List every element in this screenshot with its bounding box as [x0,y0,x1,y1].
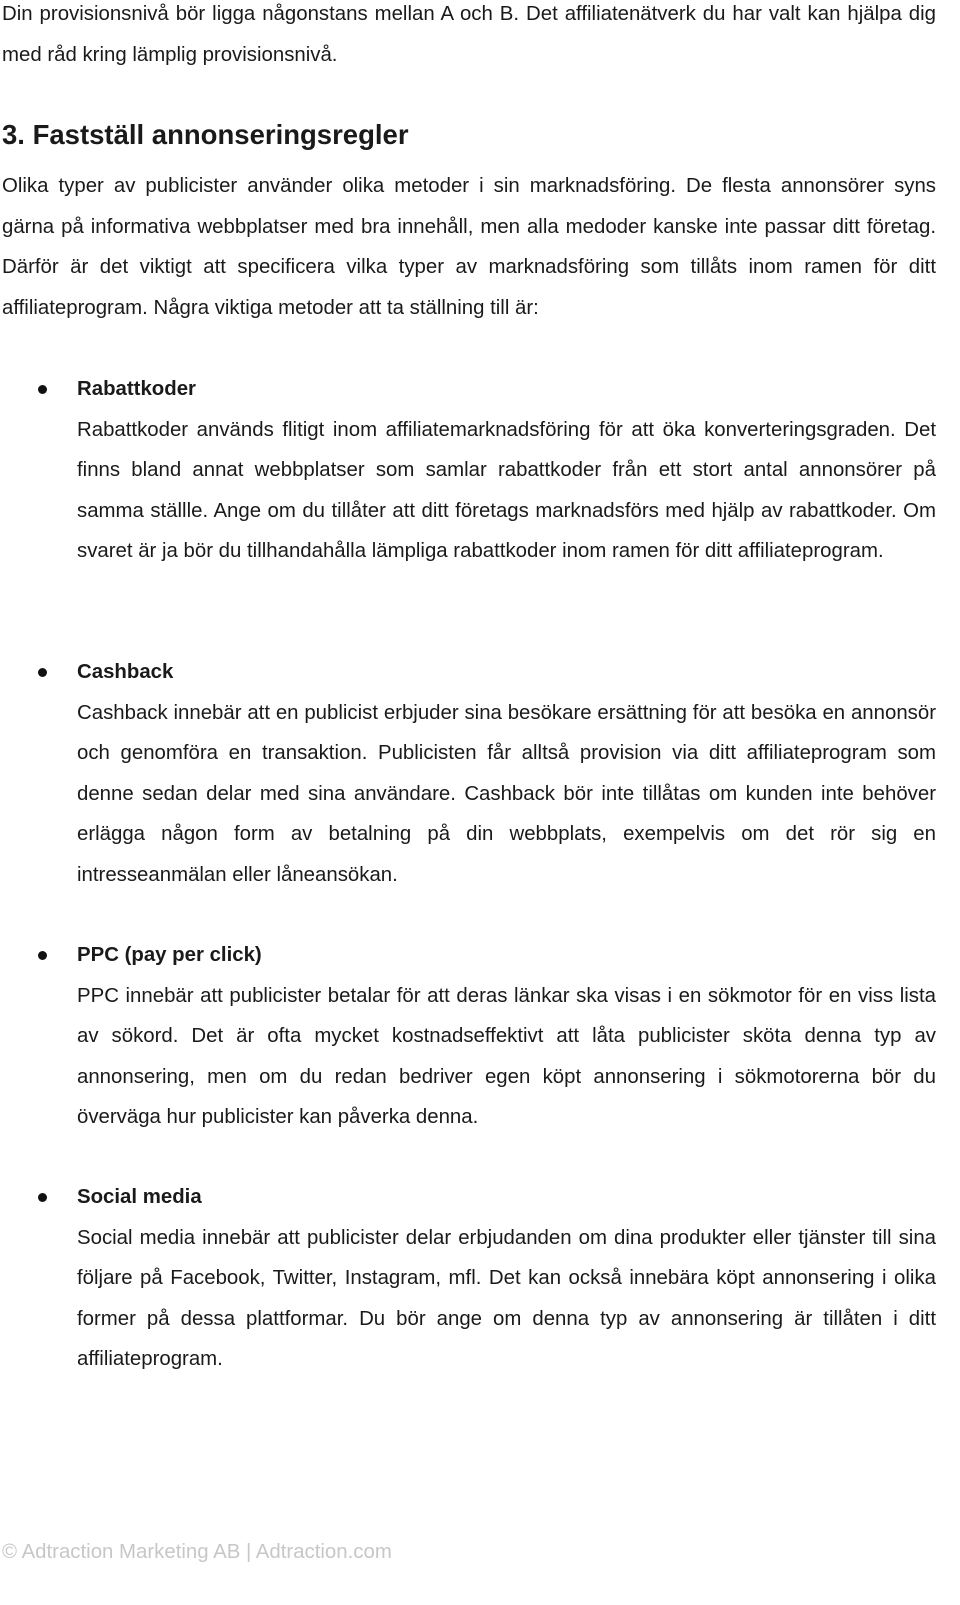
page-footer: © Adtraction Marketing AB | Adtraction.com [2,1541,392,1563]
list-item-title: Social media [77,1186,202,1208]
list-item-title: Cashback [77,661,174,683]
list-item-text: Social media innebär att publicister delar erbjudanden om dina produkter eller tjänster till sina följare på Facebook, Twitter, Instagram, mfl. Det kan också innebära köpt annonsering i olika former på dessa plattformar. Du bör ange om denna typ av annonsering är tillåten i ditt affiliateprogram. [77,1226,936,1370]
list-item-text: Rabattkoder används flitigt inom affiliatemarknadsföring för att öka konverteringsgraden. Det finns bland annat webbplatser som samlar rabattkoder från ett stort antal annonsörer på samma ställle. Ange om du tillåter att ditt företags marknadsförs med hjälp av rabattkoder. Om svaret är ja bör du tillhandahålla lämpliga rabattkoder inom ramen för ditt affiliateprogram. [77,418,936,562]
list-item-text: PPC innebär att publicister betalar för att deras länkar ska visas i en sökmotor för en viss lista av sökord. Det är ofta mycket kostnadseffektivt att låta publicister sköta denna typ av annonsering, men om du redan bedriver egen köpt annonsering i sökmotorerna bör du överväga hur publicister kan påverka denna. [77,984,936,1128]
list-item-title: PPC (pay per click) [77,944,262,966]
intro-paragraph: Din provisionsnivå bör ligga någonstans mellan A och B. Det affiliatenätverk du har valt kan hjälpa dig med råd kring lämplig provisionsnivå. [2,3,936,66]
bullet-icon [38,951,47,960]
bullet-icon [38,668,47,677]
list-item-text: Cashback innebär att en publicist erbjuder sina besökare ersättning för att besöka en annonsör och genomföra en transaktion. Publicisten får alltså provision via ditt affiliateprogram som denne sedan delar med sina användare. Cashback bör inte tillåtas om kunden inte behöver erlägga någon form av betalning på din webbplats, exempelvis om det rör sig en intresseanmälan eller låneansökan. [77,701,936,886]
list-item-title: Rabattkoder [77,378,196,400]
bullet-icon [38,385,47,394]
section-heading: 3. Fastställ annonseringsregler [2,119,409,150]
section-body: Olika typer av publicister använder olika metoder i sin marknadsföring. De flesta annonsörer syns gärna på informativa webbplatser med bra innehåll, men alla medoder kanske inte passar ditt företag. Därför är det viktigt att specificera vilka typer av marknadsföring som tillåts inom ramen för ditt affiliateprogram. Några viktiga metoder att ta ställning till är: [2,175,936,319]
bullet-icon [38,1193,47,1202]
